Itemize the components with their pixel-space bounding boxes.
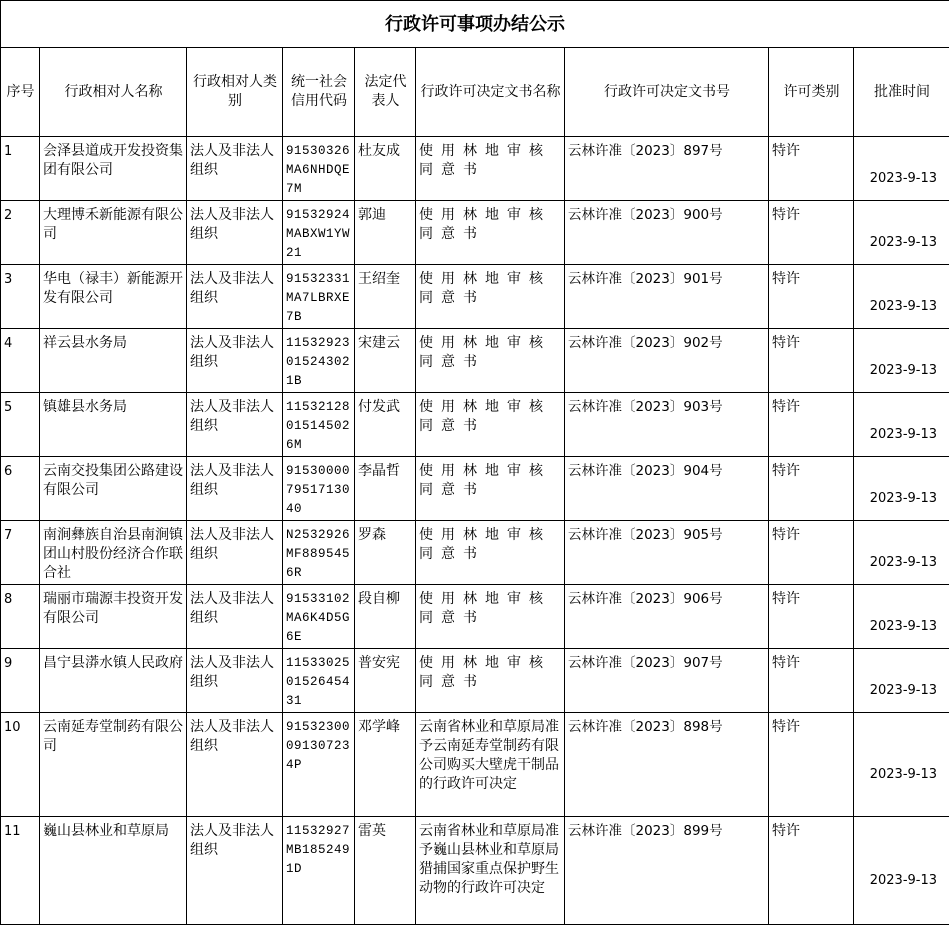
row-name-text: 南涧彝族自治县南涧镇团山村股份经济合作联合社: [43, 527, 183, 581]
row-permit-type-text: 特许: [772, 143, 800, 159]
row-credit-code-text: 91532331MA7LBRXE7B: [286, 272, 351, 324]
row-category-text: 法人及非法人组织: [190, 591, 274, 626]
row-no: [1, 265, 40, 329]
row-category-text: 法人及非法人组织: [190, 399, 274, 434]
row-decision-name: [416, 201, 565, 265]
row-category-text: 法人及非法人组织: [190, 527, 274, 562]
header-approval-time: 批准时间: [854, 48, 949, 137]
row-decision-name: [416, 713, 565, 817]
row-credit-code-text: 11532927MB1852491D: [286, 824, 351, 876]
row-approval-time: 2023-9-13: [854, 329, 949, 393]
row-approval-time: 2023-9-13: [854, 137, 949, 201]
row-credit-code-text: 91530326MA6NHDQE7M: [286, 144, 351, 196]
table-row: [1, 265, 949, 329]
row-category-text: 法人及非法人组织: [190, 207, 274, 242]
row-permit-type: [769, 649, 854, 713]
row-decision-name: [416, 817, 565, 925]
row-legal-rep-text: 宋建云: [358, 335, 400, 351]
row-name: [40, 457, 187, 521]
row-no-text: 8: [4, 592, 13, 607]
row-legal-rep-text: 付发武: [358, 399, 400, 415]
row-category: [187, 393, 283, 457]
row-credit-code: [283, 265, 355, 329]
row-decision-name-text: 使用林地审核同意书: [419, 271, 551, 306]
row-legal-rep: [355, 201, 416, 265]
table-row: [1, 585, 949, 649]
row-permit-type-text: 特许: [772, 207, 800, 223]
row-permit-type: [769, 713, 854, 817]
row-decision-no: [565, 521, 769, 585]
row-credit-code-text: 115330250152645431: [286, 656, 351, 708]
row-no: [1, 521, 40, 585]
row-decision-name-text: 使用林地审核同意书: [419, 655, 551, 690]
row-decision-no: [565, 713, 769, 817]
row-no-text: 5: [4, 400, 13, 415]
table-row: [1, 457, 949, 521]
row-category: [187, 585, 283, 649]
row-category-text: 法人及非法人组织: [190, 823, 274, 858]
table-row: [1, 137, 949, 201]
row-legal-rep-text: 王绍奎: [358, 271, 400, 287]
row-name-text: 云南延寿堂制药有限公司: [43, 719, 183, 754]
row-legal-rep: [355, 521, 416, 585]
row-legal-rep-text: 罗森: [358, 527, 386, 543]
row-legal-rep: [355, 585, 416, 649]
row-credit-code: [283, 329, 355, 393]
row-no: [1, 457, 40, 521]
row-category-text: 法人及非法人组织: [190, 463, 274, 498]
row-no-text: 4: [4, 336, 13, 351]
header-legal-rep: 法定代表人: [355, 48, 416, 137]
row-name: [40, 393, 187, 457]
row-decision-name: [416, 457, 565, 521]
row-legal-rep: [355, 329, 416, 393]
row-decision-name: [416, 585, 565, 649]
row-credit-code-text: 11532128015145026M: [286, 400, 351, 452]
row-decision-no: [565, 201, 769, 265]
row-legal-rep-text: 李晶哲: [358, 463, 400, 479]
row-no: [1, 585, 40, 649]
row-credit-code-text: N2532926MF8895456R: [286, 528, 351, 580]
row-permit-type: [769, 817, 854, 925]
row-category-text: 法人及非法人组织: [190, 719, 274, 754]
row-decision-name-text: 使用林地审核同意书: [419, 527, 551, 562]
row-no-text: 9: [4, 656, 13, 671]
row-credit-code-text: 915300007951713040: [286, 464, 351, 516]
row-decision-name-text: 云南省林业和草原局准予云南延寿堂制药有限公司购买大壁虎干制品的行政许可决定: [419, 719, 559, 792]
row-decision-name: [416, 265, 565, 329]
row-no-text: 3: [4, 272, 13, 287]
row-decision-name-text: 使用林地审核同意书: [419, 143, 551, 178]
row-decision-no-text: 云林许准〔2023〕905号: [568, 527, 723, 543]
row-decision-no-text: 云林许准〔2023〕902号: [568, 335, 723, 351]
row-category: [187, 817, 283, 925]
row-legal-rep: [355, 457, 416, 521]
row-legal-rep-text: 普安宪: [358, 655, 400, 671]
page-title: 行政许可事项办结公示: [1, 1, 949, 48]
row-decision-name: [416, 137, 565, 201]
row-no: [1, 393, 40, 457]
row-credit-code-text: 91533102MA6K4D5G6E: [286, 592, 351, 644]
row-permit-type-text: 特许: [772, 527, 800, 543]
row-credit-code: [283, 521, 355, 585]
row-name: [40, 201, 187, 265]
row-credit-code: [283, 137, 355, 201]
row-no: [1, 713, 40, 817]
row-decision-no: [565, 817, 769, 925]
row-permit-type: [769, 521, 854, 585]
row-decision-no-text: 云林许准〔2023〕901号: [568, 271, 723, 287]
row-credit-code-text: 91532300091307234P: [286, 720, 351, 772]
row-name-text: 瑞丽市瑞源丰投资开发有限公司: [43, 591, 183, 626]
row-decision-name: [416, 393, 565, 457]
row-no-text: 11: [4, 824, 21, 839]
row-category-text: 法人及非法人组织: [190, 143, 274, 178]
row-no-text: 1: [4, 144, 13, 159]
row-approval-time: 2023-9-13: [854, 393, 949, 457]
row-approval-time: 2023-9-13: [854, 649, 949, 713]
row-legal-rep-text: 雷英: [358, 823, 386, 839]
row-permit-type: [769, 585, 854, 649]
row-legal-rep-text: 邓学峰: [358, 719, 400, 735]
row-no-text: 6: [4, 464, 13, 479]
row-name: [40, 817, 187, 925]
row-approval-time: 2023-9-13: [854, 265, 949, 329]
row-name-text: 云南交投集团公路建设有限公司: [43, 463, 183, 498]
row-legal-rep-text: 杜友成: [358, 143, 400, 159]
row-decision-no-text: 云林许准〔2023〕903号: [568, 399, 723, 415]
row-decision-no-text: 云林许准〔2023〕906号: [568, 591, 723, 607]
row-decision-no: [565, 265, 769, 329]
row-name: [40, 585, 187, 649]
row-decision-no: [565, 393, 769, 457]
row-name-text: 华电（禄丰）新能源开发有限公司: [43, 271, 183, 306]
row-decision-no: [565, 329, 769, 393]
row-permit-type-text: 特许: [772, 399, 800, 415]
header-credit-code: 统一社会信用代码: [283, 48, 355, 137]
header-category: 行政相对人类别: [187, 48, 283, 137]
row-category: [187, 649, 283, 713]
row-decision-no-text: 云林许准〔2023〕900号: [568, 207, 723, 223]
row-decision-no: [565, 457, 769, 521]
row-name: [40, 521, 187, 585]
row-permit-type: [769, 457, 854, 521]
row-decision-name-text: 使用林地审核同意书: [419, 591, 551, 626]
row-decision-no-text: 云林许准〔2023〕897号: [568, 143, 723, 159]
row-decision-no: [565, 649, 769, 713]
table-row: [1, 649, 949, 713]
row-permit-type-text: 特许: [772, 463, 800, 479]
header-decision-no: 行政许可决定文书号: [565, 48, 769, 137]
row-credit-code: [283, 817, 355, 925]
row-category: [187, 329, 283, 393]
row-name-text: 镇雄县水务局: [43, 399, 127, 415]
row-decision-no-text: 云林许准〔2023〕907号: [568, 655, 723, 671]
row-name: [40, 265, 187, 329]
row-decision-name-text: 使用林地审核同意书: [419, 463, 551, 498]
table-row: [1, 393, 949, 457]
row-category: [187, 137, 283, 201]
header-decision-name: 行政许可决定文书名称: [416, 48, 565, 137]
table-body: [1, 137, 949, 925]
row-category-text: 法人及非法人组织: [190, 335, 274, 370]
row-no: [1, 137, 40, 201]
row-name-text: 巍山县林业和草原局: [43, 823, 169, 839]
table-row: [1, 817, 949, 925]
row-approval-time: 2023-9-13: [854, 817, 949, 925]
row-no-text: 10: [4, 720, 21, 735]
row-permit-type-text: 特许: [772, 655, 800, 671]
header-permit-type: 许可类别: [769, 48, 854, 137]
row-credit-code-text: 91532924MABXW1YW21: [286, 208, 351, 260]
row-no: [1, 649, 40, 713]
row-credit-code: [283, 393, 355, 457]
row-permit-type: [769, 393, 854, 457]
row-permit-type: [769, 201, 854, 265]
row-category: [187, 457, 283, 521]
table-row: [1, 713, 949, 817]
row-decision-no-text: 云林许准〔2023〕898号: [568, 719, 723, 735]
header-name: 行政相对人名称: [40, 48, 187, 137]
row-no-text: 7: [4, 528, 13, 543]
row-decision-name: [416, 329, 565, 393]
row-credit-code: [283, 585, 355, 649]
row-name-text: 大理博禾新能源有限公司: [43, 207, 183, 242]
row-permit-type: [769, 137, 854, 201]
row-credit-code: [283, 201, 355, 265]
row-name: [40, 137, 187, 201]
row-no: [1, 329, 40, 393]
row-name: [40, 649, 187, 713]
row-permit-type-text: 特许: [772, 719, 800, 735]
row-decision-name-text: 云南省林业和草原局准予巍山县林业和草原局猎捕国家重点保护野生动物的行政许可决定: [419, 823, 559, 896]
row-name-text: 昌宁县漭水镇人民政府: [43, 655, 183, 671]
row-permit-type-text: 特许: [772, 271, 800, 287]
row-legal-rep-text: 段自柳: [358, 591, 400, 607]
row-decision-no-text: 云林许准〔2023〕899号: [568, 823, 723, 839]
row-decision-no: [565, 137, 769, 201]
row-legal-rep: [355, 393, 416, 457]
row-legal-rep: [355, 817, 416, 925]
row-approval-time: 2023-9-13: [854, 585, 949, 649]
row-credit-code: [283, 713, 355, 817]
row-category: [187, 521, 283, 585]
row-permit-type-text: 特许: [772, 591, 800, 607]
row-permit-type: [769, 329, 854, 393]
row-decision-name-text: 使用林地审核同意书: [419, 335, 551, 370]
row-approval-time: 2023-9-13: [854, 201, 949, 265]
row-category-text: 法人及非法人组织: [190, 271, 274, 306]
row-credit-code: [283, 457, 355, 521]
row-category: [187, 265, 283, 329]
row-decision-name: [416, 649, 565, 713]
row-name: [40, 713, 187, 817]
row-category: [187, 201, 283, 265]
row-name-text: 祥云县水务局: [43, 335, 127, 351]
row-permit-type: [769, 265, 854, 329]
row-approval-time: 2023-9-13: [854, 713, 949, 817]
row-legal-rep: [355, 713, 416, 817]
row-no: [1, 201, 40, 265]
header-row: [1, 48, 949, 137]
row-credit-code-text: 11532923015243021B: [286, 336, 351, 388]
row-decision-no: [565, 585, 769, 649]
header-no: 序号: [1, 48, 40, 137]
table-row: [1, 329, 949, 393]
row-approval-time: 2023-9-13: [854, 521, 949, 585]
row-decision-name: [416, 521, 565, 585]
row-legal-rep: [355, 137, 416, 201]
row-approval-time: 2023-9-13: [854, 457, 949, 521]
row-legal-rep: [355, 265, 416, 329]
row-no: [1, 817, 40, 925]
row-name: [40, 329, 187, 393]
row-category: [187, 713, 283, 817]
row-credit-code: [283, 649, 355, 713]
table-row: [1, 201, 949, 265]
table-row: [1, 521, 949, 585]
row-legal-rep: [355, 649, 416, 713]
row-category-text: 法人及非法人组织: [190, 655, 274, 690]
row-decision-no-text: 云林许准〔2023〕904号: [568, 463, 723, 479]
row-no-text: 2: [4, 208, 13, 223]
row-legal-rep-text: 郭迪: [358, 207, 386, 223]
row-decision-name-text: 使用林地审核同意书: [419, 399, 551, 434]
row-decision-name-text: 使用林地审核同意书: [419, 207, 551, 242]
row-name-text: 会泽县道成开发投资集团有限公司: [43, 143, 183, 178]
row-permit-type-text: 特许: [772, 823, 800, 839]
row-permit-type-text: 特许: [772, 335, 800, 351]
